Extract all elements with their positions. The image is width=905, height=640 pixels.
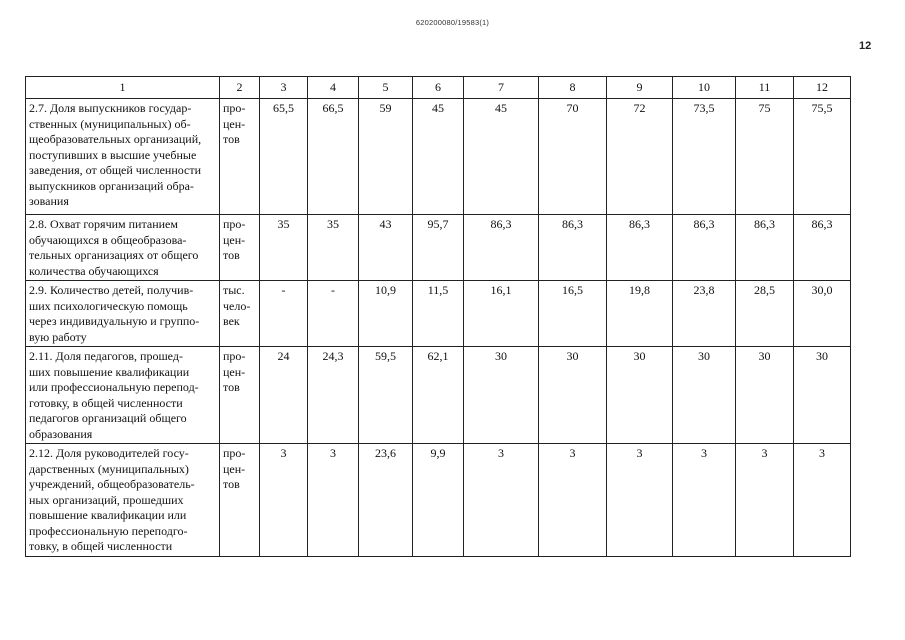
- value-cell: 3: [464, 444, 539, 557]
- value-cell: 16,5: [539, 281, 607, 347]
- value-cell: 72: [607, 99, 673, 215]
- unit-line: чело-: [223, 298, 251, 313]
- table-row: [26, 281, 851, 347]
- value-cell: 30: [464, 347, 539, 444]
- value-cell: 30: [736, 347, 794, 444]
- value-cell: 28,5: [736, 281, 794, 347]
- value-cell: 66,5: [308, 99, 359, 215]
- value-cell: 23,6: [359, 444, 413, 557]
- unit-line: про-: [223, 101, 246, 115]
- column-header: 1: [26, 77, 220, 99]
- value-cell: 59,5: [359, 347, 413, 444]
- value-cell: 3: [673, 444, 736, 557]
- value-cell: 65,5: [260, 99, 308, 215]
- description-line: ных организаций, прошедших: [29, 492, 184, 507]
- value-cell: 70: [539, 99, 607, 215]
- table-row: [26, 215, 851, 281]
- value-cell: -: [260, 281, 308, 347]
- indicator-description: [26, 444, 220, 557]
- unit-of-measure: [220, 281, 260, 347]
- value-cell: 86,3: [794, 215, 851, 281]
- value-cell: 30: [673, 347, 736, 444]
- unit-line: тыс.: [223, 283, 245, 297]
- column-header: 4: [308, 77, 359, 99]
- value-cell: 23,8: [673, 281, 736, 347]
- description-line: 2.8. Охват горячим питанием: [29, 217, 178, 231]
- description-line: готовку, в общей численности: [29, 395, 183, 410]
- page-number: 12: [859, 40, 872, 52]
- value-cell: 3: [736, 444, 794, 557]
- value-cell: 30: [607, 347, 673, 444]
- unit-line: про-: [223, 446, 246, 460]
- description-line: образования: [29, 426, 93, 441]
- table-row: [26, 444, 851, 557]
- unit-of-measure: [220, 444, 260, 557]
- value-cell: 30,0: [794, 281, 851, 347]
- description-line: зования: [29, 194, 69, 208]
- value-cell: 3: [539, 444, 607, 557]
- column-header: 10: [673, 77, 736, 99]
- value-cell: 30: [794, 347, 851, 444]
- description-line: количества обучающихся: [29, 263, 159, 278]
- column-header: 5: [359, 77, 413, 99]
- description-line: 2.12. Доля руководителей госу-: [29, 446, 189, 460]
- description-line: педагогов организаций общего: [29, 411, 187, 425]
- column-header: 11: [736, 77, 794, 99]
- value-cell: 24: [260, 347, 308, 444]
- value-cell: 10,9: [359, 281, 413, 347]
- description-line: щеобразовательных организаций,: [29, 132, 202, 146]
- unit-line: тов: [223, 380, 240, 394]
- value-cell: 45: [464, 99, 539, 215]
- column-header: 8: [539, 77, 607, 99]
- value-cell: 75,5: [794, 99, 851, 215]
- value-cell: 30: [539, 347, 607, 444]
- description-line: товку, в общей численности: [29, 539, 173, 553]
- value-cell: 3: [260, 444, 308, 557]
- description-line: или профессиональную перепод-: [29, 380, 199, 394]
- value-cell: 43: [359, 215, 413, 281]
- table-row: [26, 347, 851, 444]
- description-line: учреждений, общеобразователь-: [29, 477, 195, 491]
- unit-of-measure: [220, 99, 260, 215]
- description-line: вую работу: [29, 329, 87, 344]
- table-header-row: [26, 77, 851, 99]
- indicators-table: [25, 76, 851, 557]
- description-line: 2.11. Доля педагогов, прошед-: [29, 349, 183, 363]
- value-cell: 86,3: [539, 215, 607, 281]
- unit-line: тов: [223, 132, 240, 146]
- value-cell: -: [308, 281, 359, 347]
- description-line: ших повышение квалификации: [29, 364, 190, 379]
- value-cell: 73,5: [673, 99, 736, 215]
- value-cell: 62,1: [413, 347, 464, 444]
- table-row: [26, 99, 851, 215]
- value-cell: 35: [260, 215, 308, 281]
- value-cell: 95,7: [413, 215, 464, 281]
- unit-line: тов: [223, 477, 240, 491]
- unit-line: про-: [223, 349, 246, 363]
- unit-line: век: [223, 314, 240, 328]
- column-header: 9: [607, 77, 673, 99]
- value-cell: 24,3: [308, 347, 359, 444]
- document-code: 620200080/19583(1): [415, 18, 490, 27]
- unit-line: про-: [223, 217, 246, 231]
- description-line: ших психологическую помощь: [29, 298, 188, 313]
- value-cell: 3: [794, 444, 851, 557]
- value-cell: 86,3: [607, 215, 673, 281]
- description-line: 2.9. Количество детей, получив-: [29, 283, 194, 297]
- value-cell: 19,8: [607, 281, 673, 347]
- description-line: 2.7. Доля выпускников государ-: [29, 101, 192, 115]
- description-line: ственных (муниципальных) об-: [29, 116, 191, 131]
- value-cell: 86,3: [673, 215, 736, 281]
- indicator-description: [26, 215, 220, 281]
- value-cell: 45: [413, 99, 464, 215]
- value-cell: 86,3: [464, 215, 539, 281]
- description-line: поступивших в высшие учебные: [29, 147, 197, 162]
- indicator-description: [26, 347, 220, 444]
- description-line: тельных организациях от общего: [29, 248, 199, 262]
- column-header: 2: [220, 77, 260, 99]
- unit-line: тов: [223, 248, 240, 262]
- column-header: 7: [464, 77, 539, 99]
- unit-line: цен-: [223, 461, 246, 476]
- value-cell: 11,5: [413, 281, 464, 347]
- value-cell: 3: [308, 444, 359, 557]
- description-line: через индивидуальную и группо-: [29, 314, 200, 328]
- value-cell: 75: [736, 99, 794, 215]
- unit-of-measure: [220, 347, 260, 444]
- column-header: 6: [413, 77, 464, 99]
- value-cell: 59: [359, 99, 413, 215]
- column-header: 3: [260, 77, 308, 99]
- value-cell: 9,9: [413, 444, 464, 557]
- unit-line: цен-: [223, 364, 246, 379]
- description-line: дарственных (муниципальных): [29, 461, 189, 476]
- indicator-description: [26, 99, 220, 215]
- description-line: обучающихся в общеобразова-: [29, 232, 187, 247]
- unit-line: цен-: [223, 232, 246, 247]
- value-cell: 35: [308, 215, 359, 281]
- description-line: повышение квалификации или: [29, 508, 187, 522]
- value-cell: 86,3: [736, 215, 794, 281]
- unit-of-measure: [220, 215, 260, 281]
- column-header: 12: [794, 77, 851, 99]
- description-line: выпускников организаций обра-: [29, 178, 194, 193]
- value-cell: 3: [607, 444, 673, 557]
- description-line: заведения, от общей численности: [29, 163, 202, 177]
- unit-line: цен-: [223, 116, 246, 131]
- value-cell: 16,1: [464, 281, 539, 347]
- description-line: профессиональную переподго-: [29, 523, 188, 538]
- indicator-description: [26, 281, 220, 347]
